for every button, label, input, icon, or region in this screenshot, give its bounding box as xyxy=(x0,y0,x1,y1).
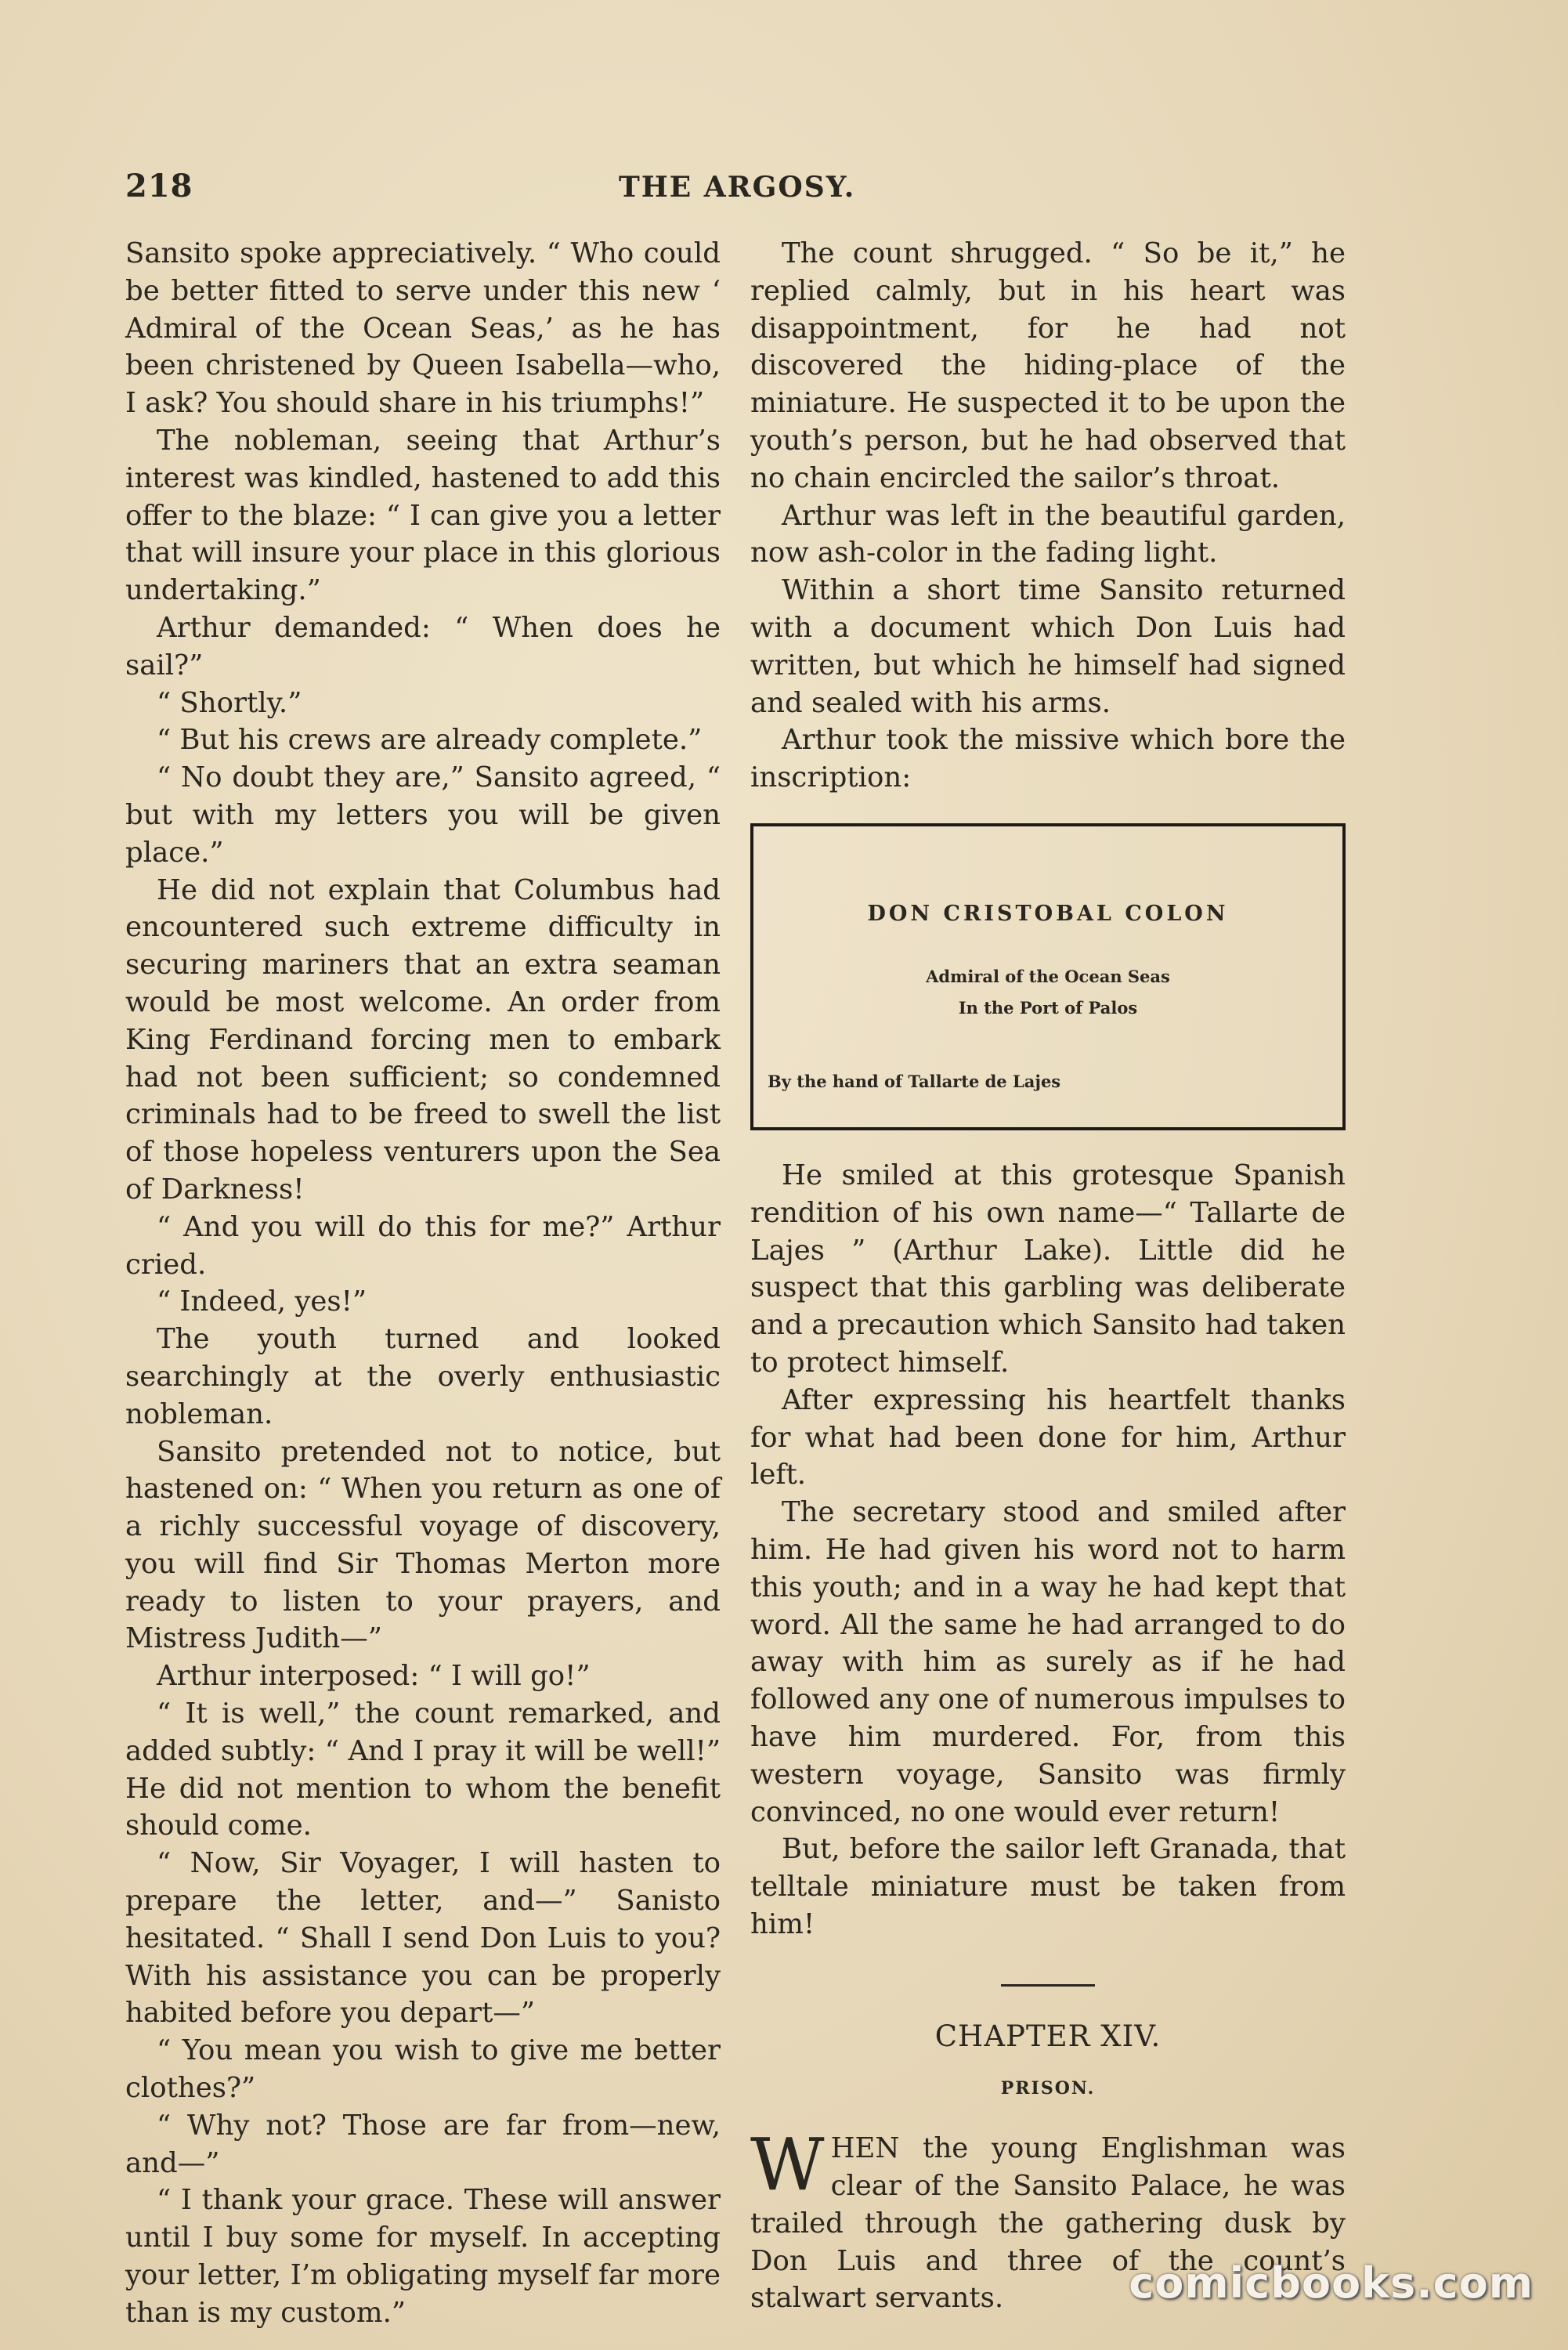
paragraph: “ Indeed, yes!” xyxy=(157,1285,367,1318)
paragraph: He did not explain that Columbus had encountered such extreme difficulty in securing mariners that an extra seaman would be most welcome. An order from King Ferdinand forcing men to embark had not been sufficient; so condemned criminals had to be freed to swell the list of those hopeless venturers upon the Sea of Darkness! xyxy=(125,873,721,1206)
paragraph: Within a short time Sansito returned with a document which Don Luis had written, but which he himself had signed and sealed with his arms. xyxy=(750,574,1346,719)
paragraph: “ Shortly.” xyxy=(157,686,302,719)
paragraph: “ No doubt they are,” Sansito agreed, “ but with my letters you will be given place.” xyxy=(125,761,721,869)
paragraph: The nobleman, seeing that Arthur’s interest was kindled, hastened to add this offer to the blaze: “ I can give you a letter that will insure your place in this glorious undertaking.” xyxy=(125,424,721,607)
paragraph: The secretary stood and smiled after him. He had given his word not to harm this youth; and in a way he had kept that word. All the same he had arranged to do away with him as surely as if he had followed any one of numerous impulses to have him murdered. For, from this western voyage, Sansito was firmly convinced, no one would ever return! xyxy=(750,1496,1346,1828)
watermark: comicbooks.com xyxy=(1129,2258,1534,2308)
inscription-addressee: DON CRISTOBAL COLON xyxy=(867,901,1229,926)
paragraph: “ But his crews are already complete.” xyxy=(157,724,703,757)
paragraph: “ And you will do this for me?” Arthur cried. xyxy=(125,1210,721,1281)
paragraph: After expressing his heartfelt thanks for what had been done for him, Arthur left. xyxy=(750,1383,1346,1491)
paragraph: Arthur interposed: “ I will go!” xyxy=(157,1660,591,1693)
paragraph: He smiled at this grotesque Spanish rendition of his own name—“ Tallarte de Lajes ” (Arthur Lake). Little did he suspect that this garbling was deliberate and a precaution which Sansito had taken to protect himself. xyxy=(750,1159,1346,1379)
paragraph: Sansito spoke appreciatively. “ Who could be better fitted to serve under this new ‘ Admiral of the Ocean Seas,’ as he has been christened by Queen Isabella—who, I ask? You should share in his triumphs!” xyxy=(125,237,721,420)
paragraph: Arthur was left in the beautiful garden, now ash-color in the fading light. xyxy=(750,499,1346,569)
paragraph: The count shrugged. “ So be it,” he replied calmly, but in his heart was disappointment, for he had not discovered the hiding-place of the miniature. He suspected it to be upon the youth’s person, but he had observed that no chain encircled the sailor’s throat. xyxy=(750,237,1346,494)
chapter-opening-text: HEN the young Englishman was clear of the Sansito Palace, he was trailed through the gathering dusk by Don Luis and three of the count’s stalwart servants. xyxy=(750,2132,1346,2315)
inscription-location: In the Port of Palos xyxy=(958,997,1138,1018)
inscription-box xyxy=(750,823,1346,1130)
right-column xyxy=(750,235,1346,2317)
paragraph: Arthur took the missive which bore the inscription: xyxy=(750,724,1346,794)
drop-cap: W xyxy=(750,2123,825,2207)
paragraph: “ Now, Sir Voyager, I will hasten to prepare the letter, and—” Sanisto hesitated. “ Shall I send Don Luis to you? With his assistance you can be properly habited before you depart—” xyxy=(125,1847,721,2030)
page-header xyxy=(125,168,1347,215)
left-column xyxy=(125,235,721,2332)
paragraph: The youth turned and looked searchingly at the overly enthusiastic nobleman. xyxy=(125,1323,721,1430)
paragraph: “ It is well,” the count remarked, and added subtly: “ And I pray it will be well!” He did not mention to whom the benefit should come. xyxy=(125,1697,721,1842)
paragraph: But, before the sailor left Granada, that telltale miniature must be taken from him! xyxy=(750,1833,1346,1940)
chapter-subtitle: PRISON. xyxy=(1000,2078,1096,2099)
paragraph: Arthur demanded: “ When does he sail?” xyxy=(125,611,721,682)
paragraph: “ I thank your grace. These will answer until I buy some for myself. In accepting your letter, I’m obligating myself far more than is my custom.” xyxy=(125,2184,721,2329)
paragraph: “ You mean you wish to give me better clothes?” xyxy=(125,2034,721,2105)
inscription-title: Admiral of the Ocean Seas xyxy=(926,966,1170,986)
chapter-title: CHAPTER XIV. xyxy=(934,2019,1162,2053)
running-title: THE ARGOSY. xyxy=(619,171,856,204)
paragraph: Sansito pretended not to notice, but hastened on: “ When you return as one of a richly successful voyage of discovery, you will find Sir Thomas Merton more ready to listen to your prayers, and Mistress Judith—” xyxy=(125,1435,721,1655)
inscription-signature: By the hand of Tallarte de Lajes xyxy=(768,1071,1061,1091)
page-number: 218 xyxy=(125,168,193,204)
section-divider xyxy=(1001,1984,1095,1987)
paragraph: “ Why not? Those are far from—new, and—” xyxy=(125,2109,721,2179)
